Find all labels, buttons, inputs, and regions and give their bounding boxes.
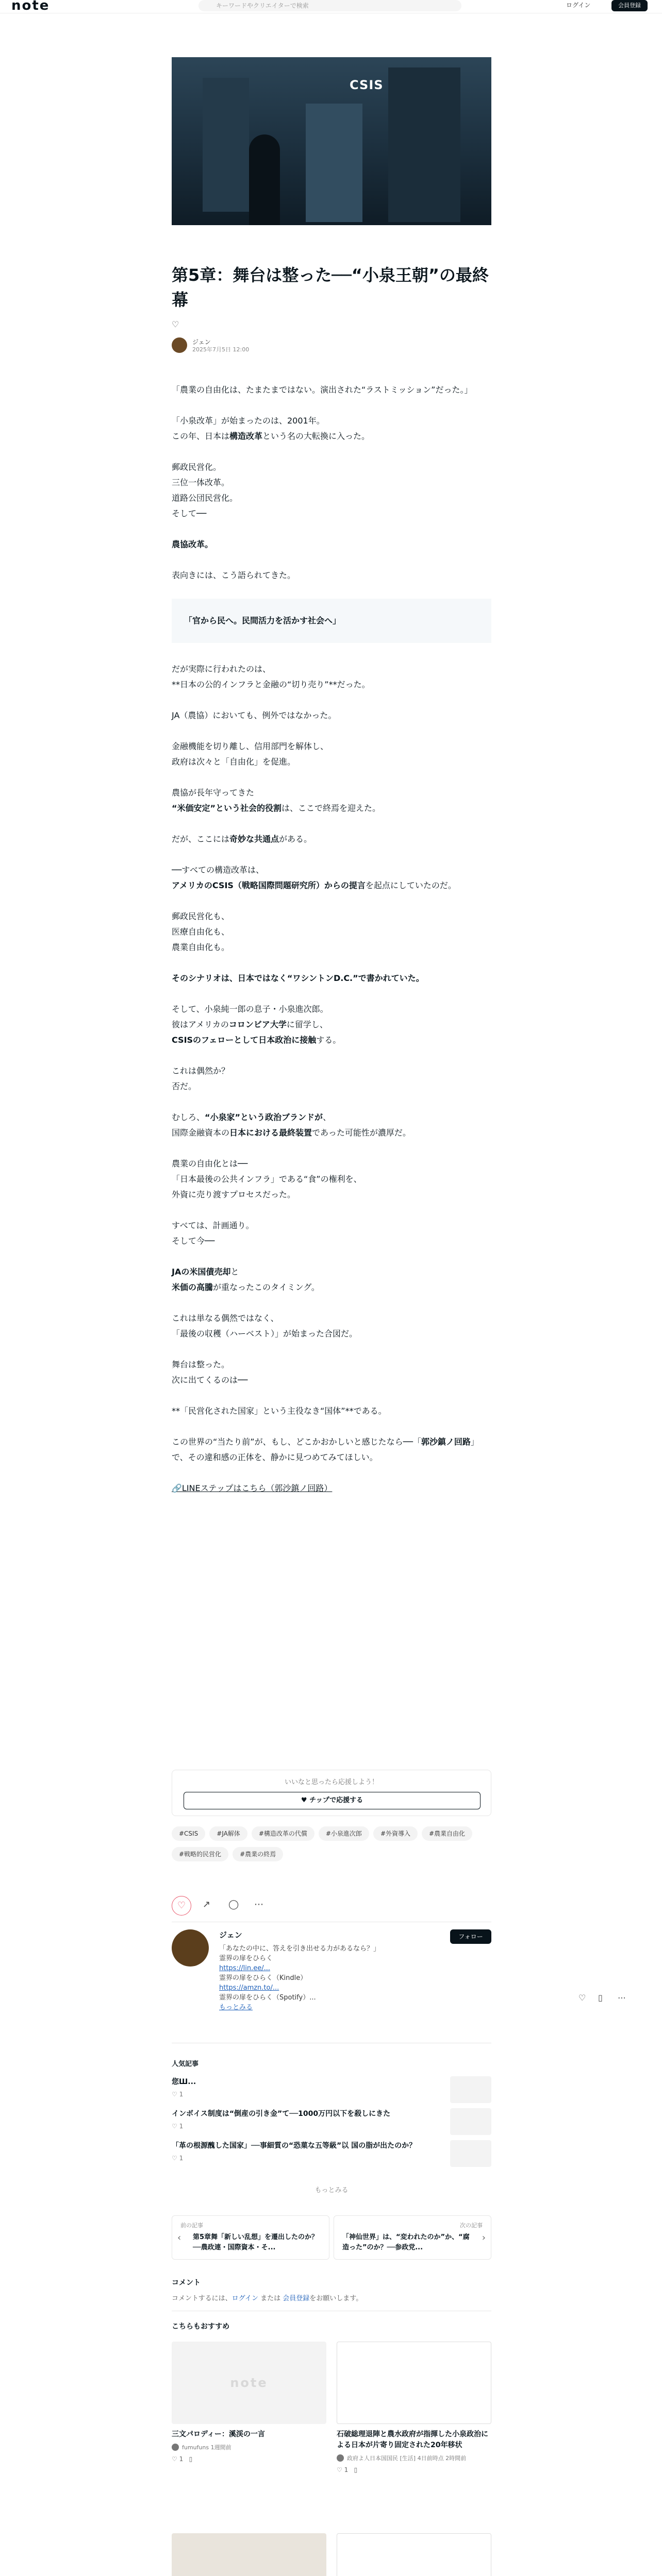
hero-image [172,57,491,225]
bio-more-link[interactable]: もっとみる [219,2004,253,2011]
comment-icon[interactable]: ◯ [228,1899,239,1910]
popular-item[interactable] [172,2108,491,2140]
paragraph: JA（農協）においても、例外ではなかった。 [172,710,337,720]
hashtag[interactable]: #構造改革の代償 [252,1826,315,1841]
paragraph: すべては、計画通り。 そして今── [172,1221,254,1246]
profile-link[interactable]: https://lin.ee/... [219,1964,270,1972]
site-header [0,0,662,13]
author-name[interactable]: ジェン [192,338,211,346]
paragraph: 郵政民営化。 三位一体改革。 道路公団民営化。 そして── [172,462,238,518]
popular-title: 「革の根源醜した国家」──事細質の“恐菓な五等級”以 国の脂が出たのか？ [172,2142,417,2150]
paragraph: この世界の“当たり前”が、もし、どこかおかしいと感じたなら──「郭沙鎮ノ回路」で、その違和感の正体を、静かに見つめてみてほしい。 [172,1437,479,1462]
tip-button[interactable]: ♥ チップで応援する [184,1792,481,1809]
recommend-card[interactable] [337,2533,491,2576]
heart-count: ♡ 1 [172,2123,184,2130]
follow-button[interactable]: フォロー [450,1929,491,1944]
more-icon[interactable]: ⋯ [254,1899,263,1910]
bio-line: 霊界の扉をひらく [219,1955,273,1962]
hero-building [388,67,460,222]
support-question: いいなと思ったら応援しよう！ [284,1778,378,1786]
next-label: 次の記事 [460,2222,483,2229]
card-thumbnail [172,2533,326,2576]
heart-count: ♡ 1 [172,2091,184,2098]
prev-article[interactable] [172,2215,329,2260]
comment-text: または [260,2295,281,2302]
popular-articles [172,2058,491,2194]
paragraph: 農業の自由化とは── 「日本最後の公共インフラ」である“食”の権利を、 外資に売り渡すプロセスだった。 [172,1159,362,1199]
paragraph: 金融機能を切り離し、信用部門を解体し、 政府は次々と「自由化」を促進。 [172,741,329,767]
paragraph: だが実際に行われたのは、 **日本の公的インフラと金融の“切り売り”**だった。 [172,664,370,689]
card-title: 石破総理退陣と農水政府が指揮した小泉政治による日本が片寄り固定された20年移状 [337,2430,488,2449]
paragraph: 舞台は整った。 次に出てくるのは── [172,1360,248,1385]
login-link[interactable]: ログイン [566,2,591,9]
hero-csis-text: CSIS [350,78,384,92]
recommend-card[interactable] [172,2342,326,2463]
popular-thumbnail [450,2108,491,2135]
card-author: 政府よ人日本国国民 [生活] 4日前時点 2時間前 [337,2454,491,2462]
card-title: 三文パロディー：溪渓の一言 [172,2430,265,2438]
tip-button-label: チップで応援する [309,1797,363,1804]
publish-date: 2025年7月5日 12:00 [192,346,250,353]
popular-item[interactable] [172,2076,491,2108]
blockquote: 「官から民へ。民間活力を活かす社会へ」 [172,599,491,643]
card-thumbnail: note [172,2342,326,2424]
tag-list [172,1826,491,1868]
article-title: 第5章：舞台は整った──“小泉王朝”の最終幕 [172,265,489,310]
comment-text: コメントするには、 [172,2295,232,2302]
paragraph: 🔗LINEステップはこちら（郭沙鎮ノ回路） [172,1483,333,1493]
paragraph: ──すべての構造改革は、 アメリカのCSIS（戦略国際問題研究所）からの提言を起点にしていたのだ。 [172,865,456,890]
hashtag[interactable]: #農業の終焉 [233,1847,283,1861]
prev-title: 第5章舞「新しい乱想」を遷出したのか？──農政連・国際資本・そ... [193,2233,319,2251]
card-stats: ♡ 1 ▯ [337,2466,358,2473]
bio-line: 「あなたの中に、答えを引き出せる力があるなら？」 [219,1945,380,1953]
comment-text: をお願いします。 [309,2295,363,2302]
card-thumbnail [337,2342,491,2424]
hashtag[interactable]: #JA解体 [209,1826,247,1841]
like-button[interactable]: ♡ [172,1896,191,1916]
paragraph: むしろ、“小泉家”という政治ブランドが、 国際金融資本の日本における最終装置であった可能性が濃厚だ。 [172,1112,411,1138]
paragraph: 農協改革。 [172,539,213,549]
heart-icon[interactable]: ♡ [578,1993,586,2003]
paragraph: 「農業の自由化は、たまたまではない。演出された“ラストミッション”だった。」 [172,385,473,395]
recommend-card[interactable] [172,2533,326,2576]
paragraph: これは偶然か？ 否だ。 [172,1066,230,1091]
heart-count: ♡ 1 [172,2155,184,2162]
paragraph: 農協が長年守ってきた “米価安定”という社会的役割は、ここで終焉を迎えた。 [172,788,381,813]
profile-link[interactable]: https://amzn.to/... [219,1984,279,1992]
share-icon[interactable]: ↗ [203,1899,211,1910]
popular-thumbnail [450,2076,491,2103]
profile-bio [219,1944,446,2012]
bio-line: 霊界の扉をひらく（Kindle） [219,1974,307,1982]
card-thumbnail [337,2533,491,2576]
more-link[interactable]: もっとみる [315,2187,349,2194]
hashtag[interactable]: #農業自由化 [422,1826,472,1841]
comment-section [172,2277,491,2302]
avatar[interactable] [172,337,187,353]
support-box [172,1770,491,1816]
recommend-card[interactable] [337,2342,491,2473]
popular-thumbnail [450,2140,491,2167]
chevron-left-icon: ‹ [177,2232,181,2243]
card-stats: ♡ 1 ▯ [172,2455,193,2463]
signup-button[interactable]: 会員登録 [611,0,648,11]
comment-login-link[interactable]: ログイン [231,2295,258,2302]
comment-signup-link[interactable]: 会員登録 [283,2295,310,2302]
paragraph: 「小泉改革」が始まったのは、2001年。 この年、日本は構造改革という名の大転換に入った。 [172,416,370,441]
paragraph: これは単なる偶然ではなく、 「最後の収穫（ハーベスト）」が始まった合図だ。 [172,1313,358,1338]
profile-avatar[interactable] [172,1929,209,1967]
author-profile [172,1929,491,2032]
popular-item[interactable] [172,2140,491,2172]
more-icon[interactable]: ⋯ [618,1993,626,2003]
paragraph: だが、ここには奇妙な共通点がある。 [172,834,312,844]
popular-title: 您Ш... [172,2078,196,2086]
recommend-heading: こちらもおすすめ [172,2323,230,2331]
hashtag[interactable]: #外資導入 [373,1826,418,1841]
hero-building [306,104,362,222]
hashtag[interactable]: #戦略的民営化 [172,1847,228,1861]
hero-building [203,78,249,212]
prev-label: 前の記事 [180,2222,203,2229]
card-author: fumufuns 1週間前 [172,2443,326,2451]
comment-heading: コメント [172,2279,201,2287]
bookmark-icon[interactable]: ▯ [598,1993,603,2003]
action-bar [172,1896,491,1917]
paragraph: 郵政民営化も、 医療自由化も、 農業自由化も。 [172,911,230,952]
note-logo[interactable]: note [11,0,50,13]
next-title: 「神仙世界」は、“変われたのか”か、“腐造った”のか？──参政党... [342,2233,470,2251]
article-body [172,382,491,1512]
paragraph: そのシナリオは、日本ではなく“ワシントンD.C.”で書かれていた。 [172,973,424,983]
next-article[interactable] [334,2215,491,2260]
popular-heading: 人気記事 [172,2060,199,2068]
paragraph: そして、小泉純一郎の息子・小泉進次郎。 彼はアメリカのコロンビア大学に留学し、 CSISのフェローとして日本政治に接触する。 [172,1004,341,1045]
hashtag[interactable]: #CSIS [172,1826,205,1841]
comment-prompt [172,2293,491,2302]
paragraph: JAの米国債売却と 米価の高騰が重なったこのタイミング。 [172,1267,320,1292]
profile-name[interactable]: ジェン [219,1930,242,1940]
heart-icon[interactable]: ♡ [172,319,179,329]
search-input[interactable]: キーワードやクリエイターで検索 [198,0,461,11]
paragraph: 表向きには、こう語られてきた。 [172,570,296,580]
bio-line: 霊界の扉をひらく（Spotify）... [219,1994,316,2002]
paragraph: **「民営化された国家」という主役なき“国体”**である。 [172,1406,387,1416]
hashtag[interactable]: #小泉進次郎 [319,1826,369,1841]
chevron-right-icon: › [482,2232,486,2243]
popular-title: インボイス制度は“倒産の引き金”て──1000万円以下を殺しにきた [172,2110,391,2118]
hero-silhouette [249,134,280,225]
